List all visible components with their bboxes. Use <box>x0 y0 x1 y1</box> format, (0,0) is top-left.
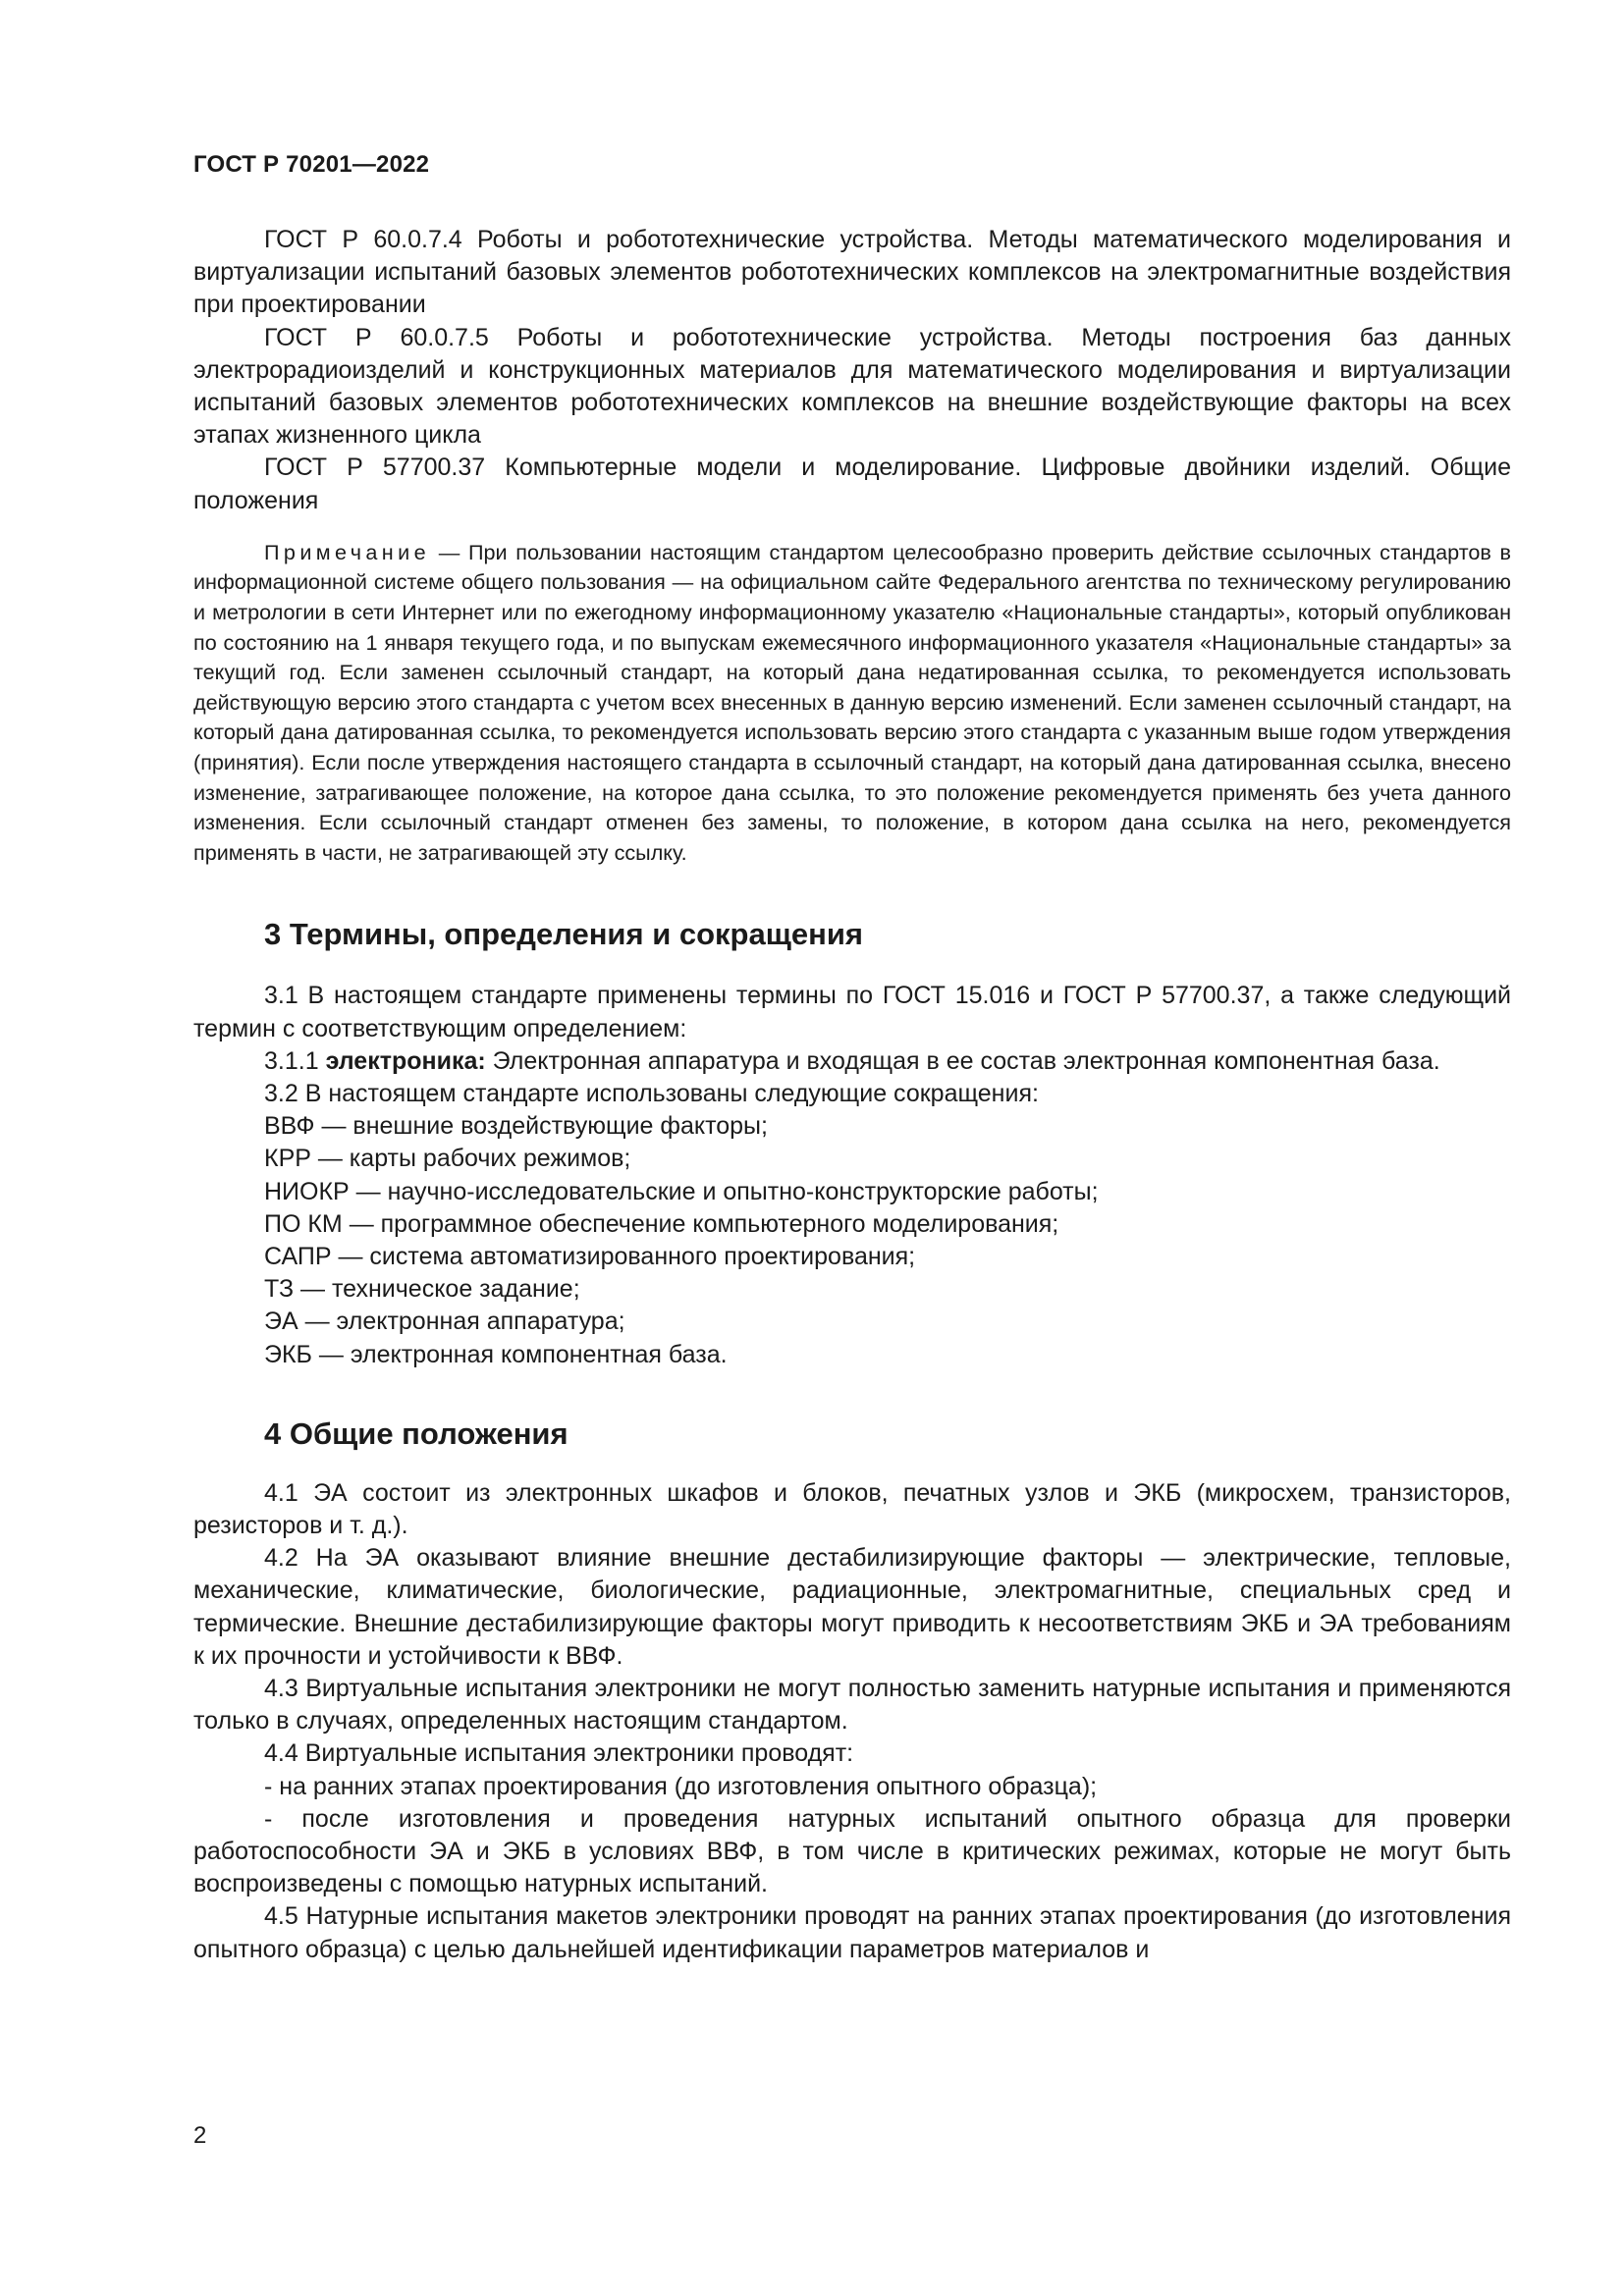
clause-4-4-item: - на ранних этапах проектирования (до изготовления опытного образца); <box>264 1772 1098 1800</box>
abbreviation-item: ВВФ — внешние воздействующие факторы; <box>264 1112 768 1141</box>
clause-3-2: 3.2 В настоящем стандарте использованы следующие сокращения: <box>264 1079 1039 1107</box>
clause-4-1: 4.1 ЭА состоит из электронных шкафов и блоков, печатных узлов и ЭКБ (микросхем, транзисторов, резисторов и т. д.). <box>193 1478 1511 1539</box>
clause-number: 3.1.1 <box>264 1046 326 1075</box>
note-label: Примечание <box>264 539 430 564</box>
note-text: — При пользовании настоящим стандартом целесообразно проверить действие ссылочных стандартов в информационной системе общего пользования — на официальном сайте Федерального агентства по техническому регулированию и метрологии в сети Интернет или по ежегодному информационному указателю «Национальные стандарты», который опубликован по состоянию на 1 января текущего года, и по выпускам ежемесячного информационного указателя «Национальные стандарты» за текущий год. Если заменен ссылочный стандарт, на который дана недатированная ссылка, то рекомендуется использовать действующую версию этого стандарта с учетом всех внесенных в данную версию изменений. Если заменен ссылочный стандарт, на который дана датированная ссылка, то рекомендуется использовать версию этого стандарта с указанным выше годом утверждения (принятия). Если после утверждения настоящего стандарта в ссылочный стандарт, на который дана датированная ссылка, внесено изменение, затрагивающее положение, на которое дана ссылка, то это положение рекомендуется применять без учета данного изменения. Если ссылочный стандарт отменен без замены, то положение, в котором дана ссылка на него, рекомендуется применять в части, не затрагивающей эту ссылку. <box>193 539 1511 865</box>
abbreviation-item: ЭА — электронная аппаратура; <box>264 1308 625 1336</box>
reference-item: ГОСТ Р 57700.37 Компьютерные модели и моделирование. Цифровые двойники изделий. Общие положения <box>193 454 1511 514</box>
note-paragraph <box>193 538 1511 869</box>
abbreviation-item: ПО КМ — программное обеспечение компьютерного моделирования; <box>264 1209 1059 1238</box>
abbreviation-item: САПР — система автоматизированного проектирования; <box>264 1242 916 1270</box>
term-name: электроника: <box>325 1046 486 1075</box>
page-content <box>193 224 1511 1966</box>
clause-4-4: 4.4 Виртуальные испытания электроники проводят: <box>264 1739 854 1768</box>
reference-item: ГОСТ Р 60.0.7.5 Роботы и робототехнические устройства. Методы построения баз данных электрорадиоизделий и конструкционных материалов для математического моделирования и виртуализации испытаний базовых элементов робототехнических комплексов на внешние воздействующие факторы на всех этапах жизненного цикла <box>193 323 1511 450</box>
clause-4-5: 4.5 Натурные испытания макетов электроники проводят на ранних этапах проектирования (до изготовления опытного образца) с целью дальнейшей идентификации параметров материалов и <box>193 1902 1511 1963</box>
clause-4-4-item: - после изготовления и проведения натурных испытаний опытного образца для проверки работоспособности ЭА и ЭКБ в условиях ВВФ, в том числе в критических режимах, которые не могут быть воспроизведены с помощью натурных испытаний. <box>193 1804 1511 1898</box>
abbreviation-item: ТЗ — техническое задание; <box>264 1275 580 1304</box>
abbreviation-item: КРР — карты рабочих режимов; <box>264 1145 631 1173</box>
term-definition: Электронная аппаратура и входящая в ее состав электронная компонентная база. <box>485 1046 1440 1075</box>
clause-4-2: 4.2 На ЭА оказывают влияние внешние дестабилизирующие факторы — электрические, тепловые, механические, климатические, биологические, радиационные, электромагнитные, специальных сред и термические. Внешние дестабилизирующие факторы могут приводить к несоответствиям ЭКБ и ЭА требованиям к их прочности и устойчивости к ВВФ. <box>193 1544 1511 1670</box>
clause-4-3: 4.3 Виртуальные испытания электроники не могут полностью заменить натурные испытания и применяются только в случаях, определенных настоящим стандартом. <box>193 1675 1511 1735</box>
clause-3-1: 3.1 В настоящем стандарте применены термины по ГОСТ 15.016 и ГОСТ Р 57700.37, а также следующий термин с соответствующим определением: <box>193 982 1511 1042</box>
reference-item: ГОСТ Р 60.0.7.4 Роботы и робототехнические устройства. Методы математического моделирования и виртуализации испытаний базовых элементов робототехнических комплексов на электромагнитные воздействия при проектировании <box>193 226 1511 319</box>
abbreviation-item: ЭКБ — электронная компонентная база. <box>264 1340 728 1368</box>
page-number: 2 <box>193 2122 207 2149</box>
section-3-heading: 3 Термины, определения и сокращения <box>264 917 863 952</box>
document-header: ГОСТ Р 70201—2022 <box>193 151 430 178</box>
clause-3-1-1 <box>193 1045 1511 1078</box>
section-4-heading: 4 Общие положения <box>264 1415 568 1451</box>
abbreviation-item: НИОКР — научно-исследовательские и опытно-конструкторские работы; <box>264 1177 1099 1205</box>
